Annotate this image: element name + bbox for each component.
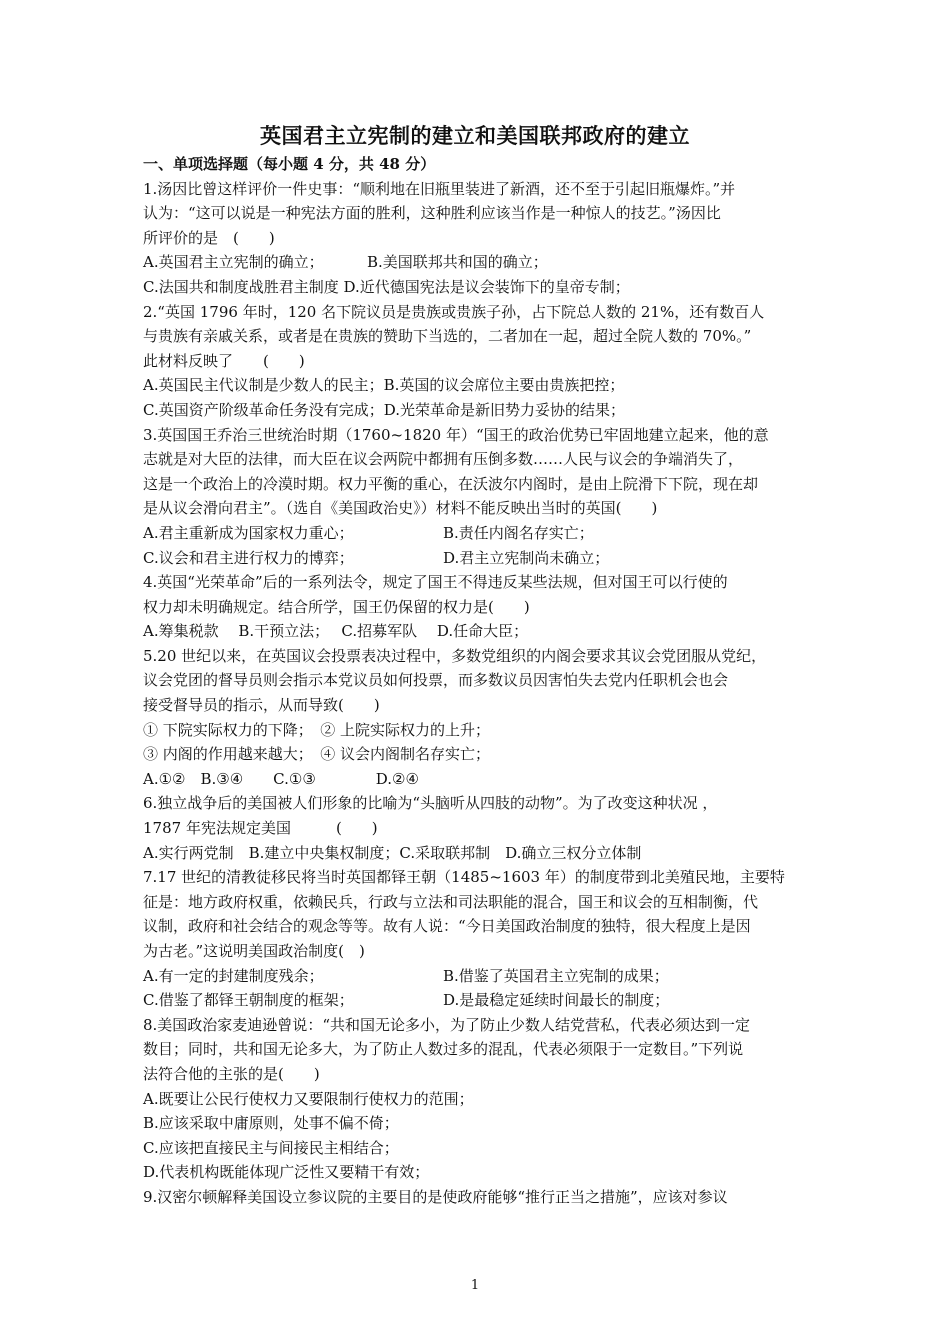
question-4-line: 4.英国“光荣革命”后的一系列法令，规定了国王不得违反某些法规，但对国王可以行使的 <box>143 573 728 592</box>
option-a: A.有一定的封建制度残余； <box>143 966 324 985</box>
question-7-options-ab <box>143 964 815 989</box>
question-3-line: 志就是对大臣的法律，而大臣在议会两院中都拥有压倒多数……人民与议会的争端消失了， <box>143 450 744 469</box>
question-4-line: 权力却未明确规定。结合所学，国王仍保留的权力是( ) <box>143 597 530 616</box>
question-8-option-c: C.应该把直接民主与间接民主相结合； <box>143 1138 399 1157</box>
option-a: A.君主重新成为国家权力重心； <box>143 523 354 542</box>
question-5-line: 议会党团的督导员则会指示本党议员如何投票，而多数议员因害怕失去党内任职机会也会 <box>143 671 729 690</box>
question-3-line: 这是一个政治上的冷漠时期。权力平衡的重心，在沃波尔内阁时，是由上院滑下下院，现在却 <box>143 474 759 493</box>
question-7-line: 7.17 世纪的清教徒移民将当时英国都铎王朝（1485~1603 年）的制度带到北美殖民地，主要特 <box>143 868 785 887</box>
section-heading: 一、单项选择题（每小题 4 分，共 48 分） <box>143 155 436 173</box>
question-5-statements: ① 下院实际权力的下降； ② 上院实际权力的上升； <box>143 720 491 739</box>
question-7-line: 为古老。”这说明美国政治制度( ) <box>143 942 365 960</box>
document-title: 英国君主立宪制的建立和美国联邦政府的建立 <box>260 123 690 148</box>
option-c: C.借鉴了都铎王朝制度的框架； <box>143 991 354 1010</box>
question-5-options: A.①② B.③④ C.①③ D.②④ <box>143 769 419 788</box>
question-3-line: 是从议会滑向君主”。（选自《美国政治史》）材料不能反映出当时的英国( ) <box>143 499 658 518</box>
option-d: D.君主立宪制尚未确立； <box>443 548 610 567</box>
question-2-line: 与贵族有亲戚关系，或者是在贵族的赞助下当选的，二者加在一起，超过全院人数的 70%。” <box>143 327 752 346</box>
question-8-line: 8.美国政治家麦迪逊曾说：“共和国无论多小，为了防止少数人结党营私，代表必须达到一定 <box>143 1015 750 1034</box>
question-2-options-cd: C.英国资产阶级革命任务没有完成；D.光荣革命是新旧势力妥协的结果； <box>143 400 625 419</box>
question-3-options-cd <box>143 546 815 571</box>
question-9-line: 9.汉密尔顿解释美国设立参议院的主要目的是使政府能够“推行正当之措施”，应该对参议 <box>143 1187 728 1206</box>
question-3-line: 3.英国国王乔治三世统治时期（1760~1820 年）“国王的政治优势已牢固地建立起来，他的意 <box>143 425 769 444</box>
question-6-line: 6.独立战争后的美国被人们形象的比喻为“头脑听从四肢的动物”。为了改变这种状况 ， <box>143 794 718 813</box>
question-8-line: 法符合他的主张的是( ) <box>143 1064 320 1083</box>
option-d: D.是最稳定延续时间最长的制度； <box>443 991 670 1010</box>
question-1-line: 认为：“这可以说是一种宪法方面的胜利，这种胜利应该当作是一种惊人的技艺。”汤因比 <box>143 204 721 223</box>
question-5-line: 接受督导员的指示，从而导致( ) <box>143 696 380 715</box>
question-7-line: 征是：地方政府权重，依赖民兵，行政与立法和司法职能的混合，国王和议会的互相制衡，代 <box>143 892 759 911</box>
question-1-options-cd: C.法国共和制度战胜君主制度 D.近代德国宪法是议会装饰下的皇帝专制； <box>143 277 630 296</box>
option-b: B.借鉴了英国君主立宪制的成果； <box>443 966 669 985</box>
question-2-line: 2.“英国 1796 年时，120 名下院议员是贵族或贵族子孙，占下院总人数的 21%，还有数百人 <box>143 302 765 321</box>
question-6-line: 1787 年宪法规定美国 ( ) <box>143 819 378 838</box>
question-8-option-d: D.代表机构既能体现广泛性又要精干有效； <box>143 1163 430 1182</box>
question-6-options: A.实行两党制 B.建立中央集权制度；C.采取联邦制 D.确立三权分立体制 <box>143 843 642 862</box>
option-b: B.责任内阁名存实亡； <box>443 523 594 542</box>
question-8-option-b: B.应该采取中庸原则，处事不偏不倚； <box>143 1114 399 1133</box>
question-1-line: 所评价的是 ( ) <box>143 228 275 247</box>
question-2-line: 此材料反映了 ( ) <box>143 351 305 370</box>
question-7-line: 议制，政府和社会结合的观念等等。故有人说：“今日美国政治制度的独特，很大程度上是因 <box>143 917 751 936</box>
option-b: B.美国联邦共和国的确立； <box>367 253 548 272</box>
question-5-line: 5.20 世纪以来，在英国议会投票表决过程中，多数党组织的内阁会要求其议会党团服从党纪， <box>143 646 767 665</box>
question-8-line: 数目；同时，共和国无论多大，为了防止人数过多的混乱，代表必须限于一定数目。”下列说 <box>143 1040 744 1059</box>
question-4-options: A.筹集税款 B.干预立法； C.招募军队 D.任命大臣； <box>143 622 529 641</box>
question-7-options-cd <box>143 988 815 1013</box>
question-1-options <box>143 250 815 275</box>
option-c: C.议会和君主进行权力的博弈； <box>143 548 354 567</box>
option-a: A.英国君主立宪制的确立； <box>143 253 324 272</box>
document-body <box>143 152 815 1210</box>
question-1-line: 1.汤因比曾这样评价一件史事：“顺利地在旧瓶里装进了新酒，还不至于引起旧瓶爆炸。”并 <box>143 179 736 198</box>
question-2-options-ab: A.英国民主代议制是少数人的民主；B.英国的议会席位主要由贵族把控； <box>143 376 625 395</box>
page-number: 1 <box>470 1278 480 1293</box>
question-8-option-a: A.既要让公民行使权力又要限制行使权力的范围； <box>143 1089 474 1108</box>
question-3-options-ab <box>143 521 815 546</box>
question-5-statements: ③ 内阁的作用越来越大； ④ 议会内阁制名存实亡； <box>143 745 491 764</box>
